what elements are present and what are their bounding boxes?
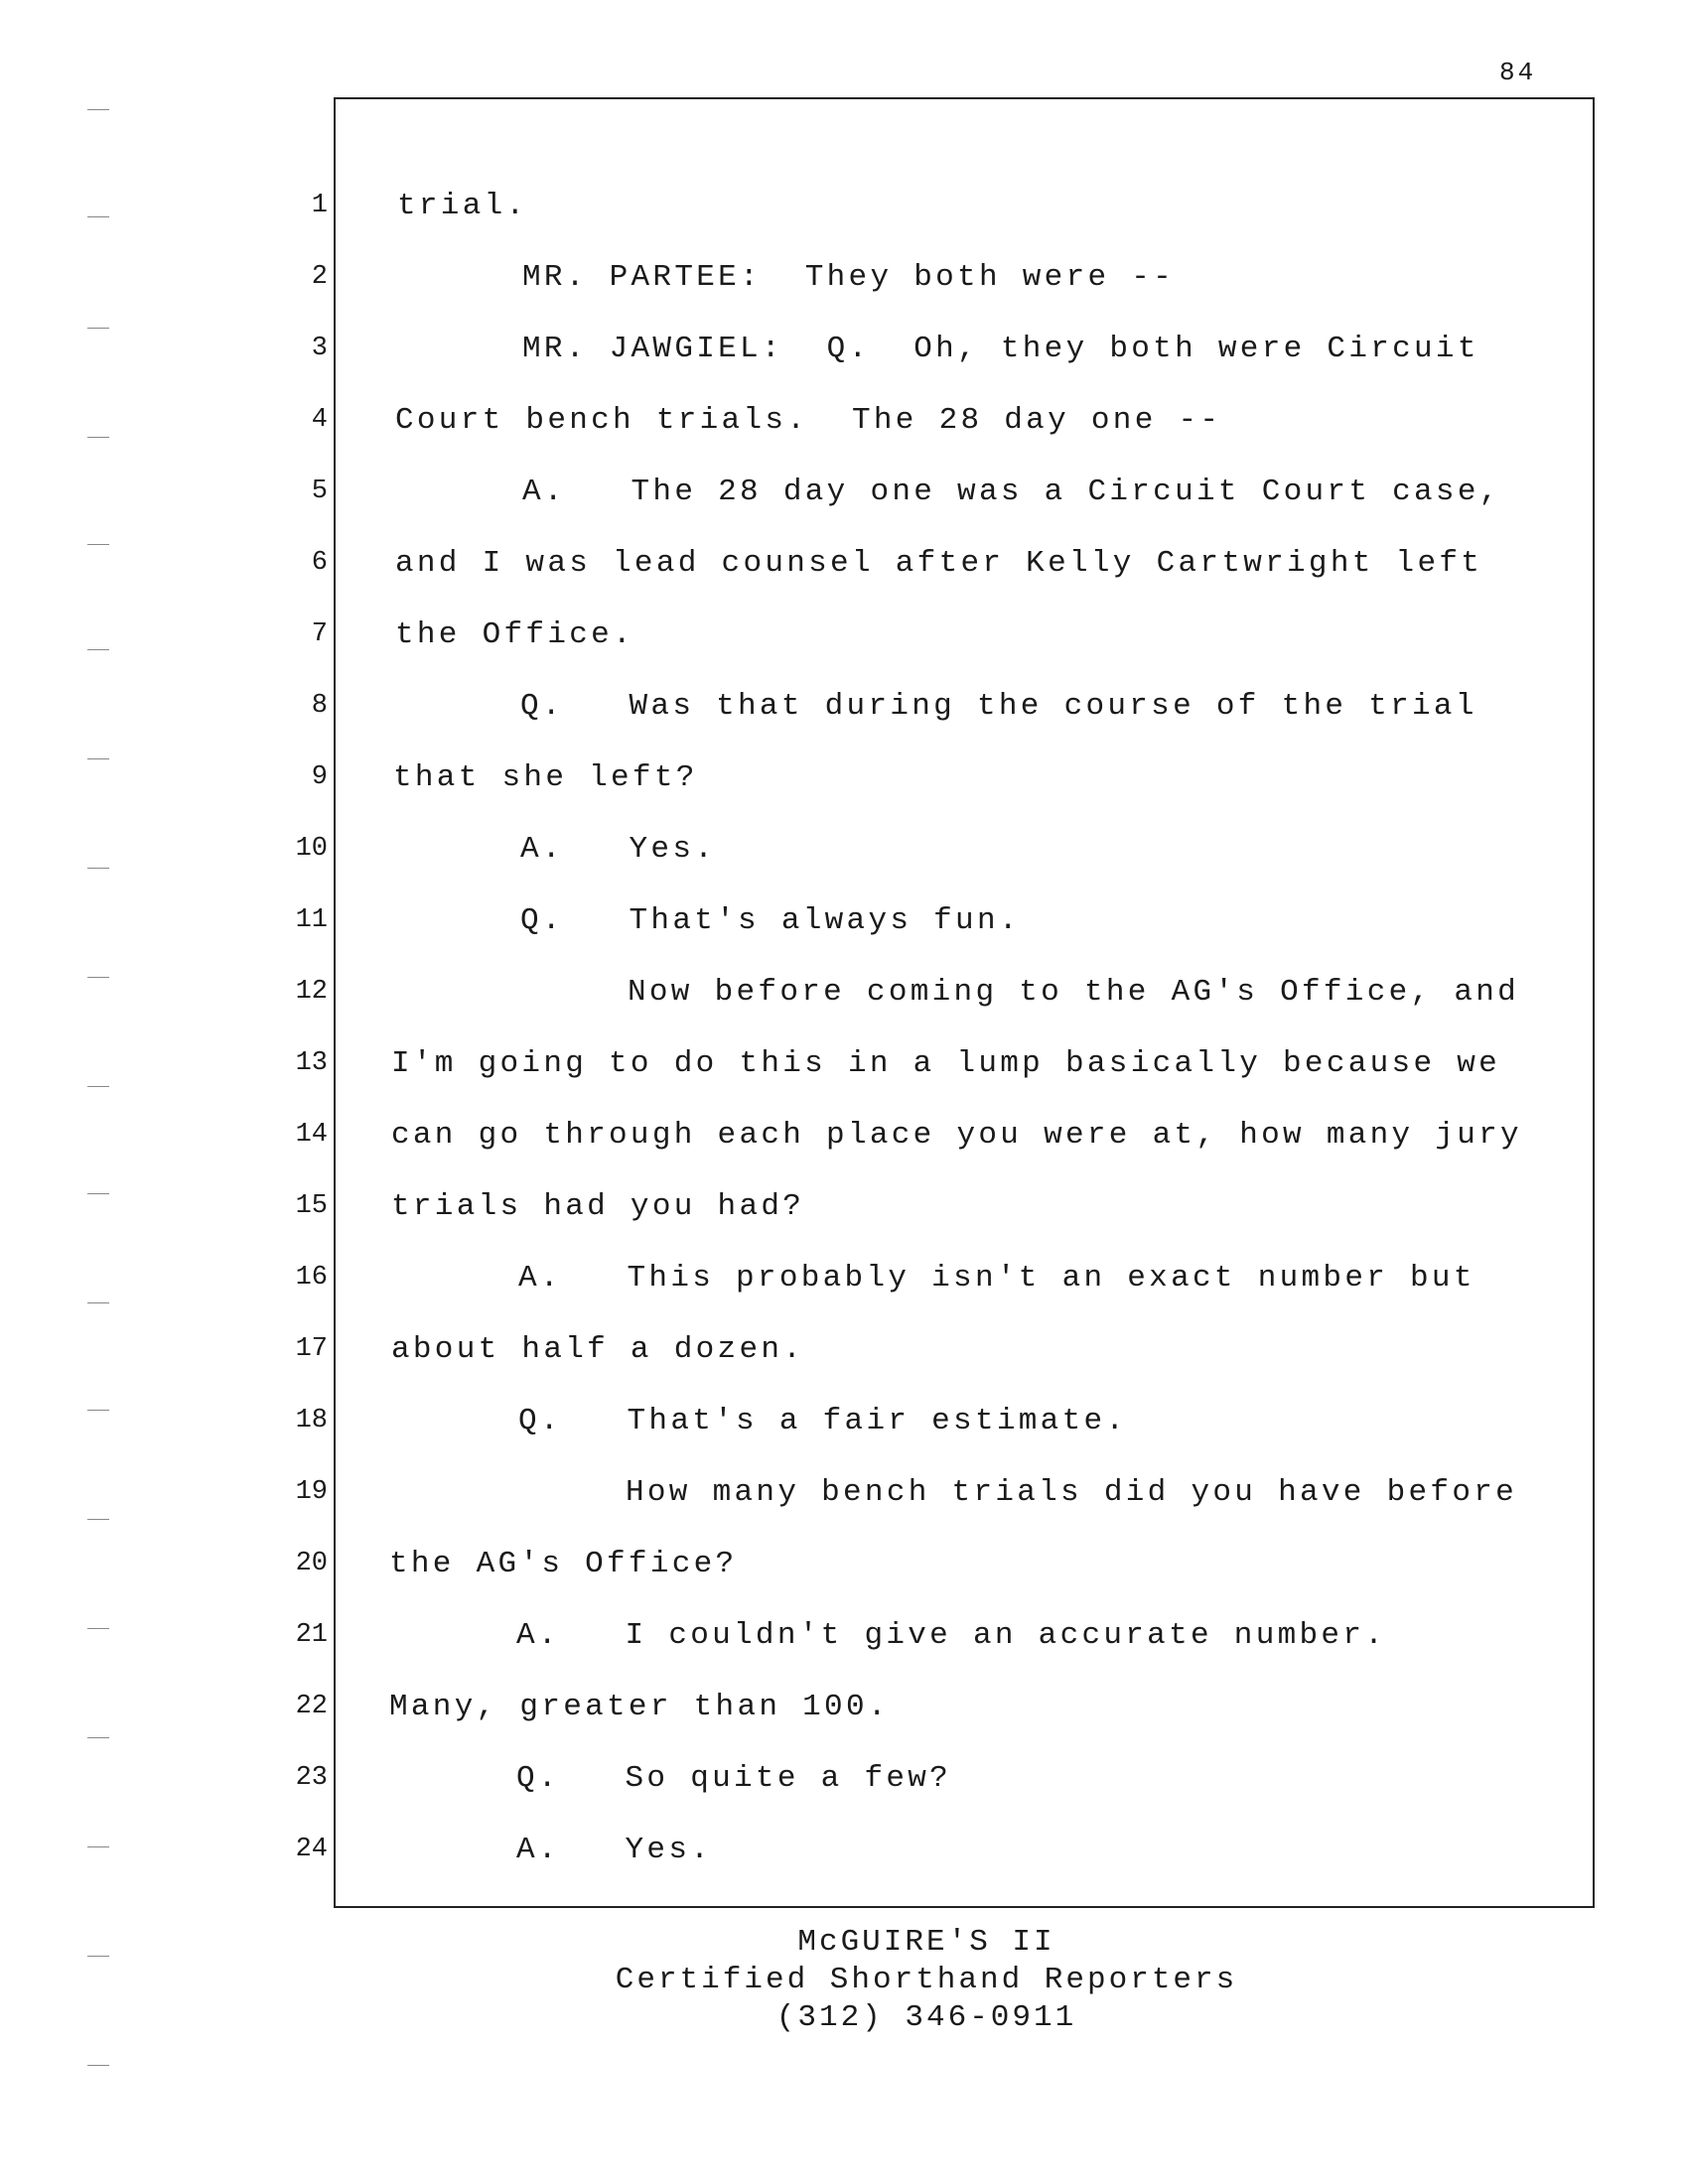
line-number: 8 bbox=[311, 691, 328, 721]
transcript-line: I'm going to do this in a lump basically because we bbox=[391, 1046, 1501, 1081]
transcript-line: A. I couldn't give an accurate number. bbox=[516, 1618, 1387, 1653]
line-number: 14 bbox=[295, 1120, 328, 1150]
line-number: 2 bbox=[311, 262, 328, 292]
transcript-line: How many bench trials did you have before bbox=[626, 1475, 1518, 1510]
transcript-line: Now before coming to the AG's Office, and bbox=[628, 975, 1520, 1010]
line-number-rule bbox=[334, 97, 336, 1906]
line-number: 15 bbox=[295, 1191, 328, 1221]
transcript-line: that she left? bbox=[393, 760, 698, 795]
margin-mark bbox=[87, 868, 109, 869]
transcript-line: about half a dozen. bbox=[391, 1332, 805, 1367]
line-number: 5 bbox=[311, 477, 328, 506]
reporter-footer bbox=[0, 1924, 1684, 2037]
line-number: 3 bbox=[311, 334, 328, 363]
transcript-line: MR. JAWGIEL: Q. Oh, they both were Circuit bbox=[522, 332, 1479, 366]
transcript-line: Court bench trials. The 28 day one -- bbox=[395, 403, 1222, 438]
margin-mark bbox=[87, 1193, 109, 1194]
transcript-line: Q. Was that during the course of the trial bbox=[520, 689, 1477, 724]
margin-mark bbox=[87, 109, 109, 110]
line-number: 4 bbox=[311, 405, 328, 435]
line-number: 6 bbox=[311, 548, 328, 578]
margin-mark bbox=[87, 216, 109, 217]
line-number: 11 bbox=[295, 905, 328, 935]
line-number: 22 bbox=[295, 1692, 328, 1721]
transcript-line: A. Yes. bbox=[516, 1833, 713, 1867]
transcript-line: MR. PARTEE: They both were -- bbox=[522, 260, 1176, 295]
margin-mark bbox=[87, 977, 109, 978]
line-number: 16 bbox=[295, 1263, 328, 1293]
margin-mark bbox=[87, 437, 109, 438]
transcript-line: A. The 28 day one was a Circuit Court case, bbox=[522, 475, 1501, 509]
margin-mark bbox=[87, 1302, 109, 1303]
transcript-line: trial. bbox=[397, 189, 528, 223]
margin-mark bbox=[87, 649, 109, 650]
line-number: 17 bbox=[295, 1334, 328, 1364]
transcript-line: the AG's Office? bbox=[389, 1547, 738, 1581]
transcript-line: Q. So quite a few? bbox=[516, 1761, 952, 1796]
line-number: 12 bbox=[295, 977, 328, 1007]
line-number: 20 bbox=[295, 1549, 328, 1578]
transcript-line: A. This probably isn't an exact number but bbox=[518, 1261, 1475, 1296]
margin-mark bbox=[87, 1519, 109, 1520]
transcript-line: and I was lead counsel after Kelly Cartwright left bbox=[395, 546, 1483, 581]
margin-mark bbox=[87, 2065, 109, 2066]
line-number: 10 bbox=[295, 834, 328, 864]
transcript-line: trials had you had? bbox=[391, 1189, 805, 1224]
line-number: 7 bbox=[311, 619, 328, 649]
line-number: 9 bbox=[311, 762, 328, 792]
left-margin-marks bbox=[0, 0, 129, 2184]
margin-mark bbox=[87, 1086, 109, 1087]
transcript-line: Many, greater than 100. bbox=[389, 1690, 890, 1724]
transcript-line: A. Yes. bbox=[520, 832, 717, 867]
margin-mark bbox=[87, 328, 109, 329]
line-number: 13 bbox=[295, 1048, 328, 1078]
margin-mark bbox=[87, 1410, 109, 1411]
line-number: 19 bbox=[295, 1477, 328, 1507]
line-number: 24 bbox=[295, 1835, 328, 1864]
transcript-line: can go through each place you were at, how many jury bbox=[391, 1118, 1522, 1153]
line-number: 23 bbox=[295, 1763, 328, 1793]
margin-mark bbox=[87, 758, 109, 759]
line-number: 1 bbox=[311, 191, 328, 220]
reporter-name: McGUIRE'S II bbox=[797, 1925, 1055, 1960]
line-number: 18 bbox=[295, 1406, 328, 1435]
margin-mark bbox=[87, 1846, 109, 1847]
margin-mark bbox=[87, 1737, 109, 1738]
margin-mark bbox=[87, 1628, 109, 1629]
reporter-phone: (312) 346-0911 bbox=[775, 2000, 1077, 2035]
margin-mark bbox=[87, 544, 109, 545]
transcript-line: the Office. bbox=[395, 617, 634, 652]
page-number: 84 bbox=[1499, 58, 1537, 87]
line-number: 21 bbox=[295, 1620, 328, 1650]
transcript-line: Q. That's always fun. bbox=[520, 903, 1021, 938]
reporter-title: Certified Shorthand Reporters bbox=[615, 1963, 1238, 1997]
transcript-line: Q. That's a fair estimate. bbox=[518, 1404, 1128, 1438]
